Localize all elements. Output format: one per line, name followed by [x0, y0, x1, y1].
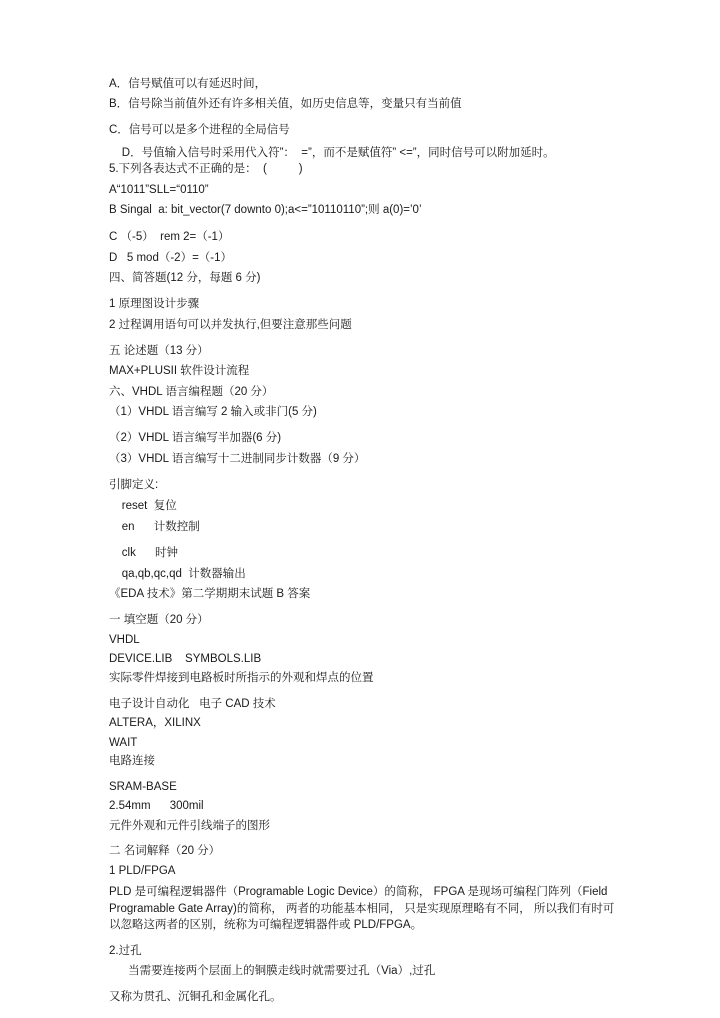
option-d: D．号值输入信号时采用代入符”： =”，而不是赋值符” <=”，同时信号可以附加延时。: [109, 147, 555, 159]
via-aliases: 又称为贯孔、沉铜孔和金属化孔。: [109, 991, 282, 1003]
term-via: 2.过孔: [109, 945, 142, 957]
program-task-3: （3）VHDL 语言编写十二进制同步计数器（9 分）: [109, 453, 366, 465]
section-6-heading: 六、VHDL 语言编程题（20 分）: [109, 386, 274, 398]
answer-line: DEVICE.LIB SYMBOLS.LIB: [109, 653, 262, 665]
answer-line: 电路连接: [109, 755, 155, 767]
pin-reset: reset 复位: [109, 500, 177, 512]
essay-topic: MAX+PLUSII 软件设计流程: [109, 365, 250, 377]
q5-option-c: C （-5） rem 2=（-1）: [109, 231, 230, 243]
pin-clk: clk 时钟: [109, 547, 179, 559]
program-task-1: （1）VHDL 语言编写 2 输入或非门(5 分): [109, 406, 317, 418]
pin-outputs: qa,qb,qc,qd 计数器输出: [109, 568, 246, 580]
q5-option-d: D 5 mod（-2）=（-1）: [109, 252, 233, 264]
answer-line: VHDL: [109, 634, 140, 646]
question-5: 5.下列各表达式不正确的是： ( ): [109, 163, 303, 175]
pld-fpga-definition: PLD 是可编程逻辑器件（Programable Logic Device）的简称， FPGA 是现场可编程门阵列（Field Programable Gate Array)的简称， 两者的功能基本相同， 只是实现原理略有不同， 所以我们有时可以忽略这两者的区别，统称为可编程逻辑器件或 PLD/FPGA。: [109, 886, 615, 932]
q5-option-b: B Singal a: bit_vector(7 downto 0);a<=”10110110”;则 a(0)=’0’: [109, 204, 422, 216]
term-pld-fpga: 1 PLD/FPGA: [109, 865, 176, 877]
section-4-heading: 四、简答题(12 分，每题 6 分): [109, 272, 261, 284]
q5-option-a: A“1011”SLL=“0110”: [109, 184, 209, 196]
answer-section-2: 二 名词解释（20 分）: [109, 845, 221, 857]
answer-line: 元件外观和元件引线端子的图形: [109, 820, 270, 832]
answer-line: WAIT: [109, 737, 138, 749]
program-task-2: （2）VHDL 语言编写半加器(6 分): [109, 432, 282, 444]
answer-line: 实际零件焊接到电路板时所指示的外观和焊点的位置: [109, 672, 374, 684]
answer-line: 2.54mm 300mil: [109, 800, 204, 812]
short-answer-2: 2 过程调用语句可以并发执行,但要注意那些问题: [109, 319, 352, 331]
section-5-heading: 五 论述题（13 分）: [109, 345, 209, 357]
answer-line: ALTERA，XILINX: [109, 717, 201, 729]
option-c: C．信号可以是多个进程的全局信号: [109, 124, 290, 136]
pin-en: en 计数控制: [109, 521, 200, 533]
short-answer-1: 1 原理图设计步骤: [109, 298, 200, 310]
answer-line: SRAM-BASE: [109, 781, 177, 793]
answer-section-1: 一 填空题（20 分）: [109, 614, 209, 626]
answer-line: 电子设计自动化 电子 CAD 技术: [109, 698, 276, 710]
option-a: A．信号赋值可以有延迟时间，: [109, 78, 267, 90]
pin-def-heading: 引脚定义:: [109, 479, 159, 491]
via-definition: 当需要连接两个层面上的铜膜走线时就需要过孔（Via）,过孔: [109, 965, 436, 977]
option-b: B．信号除当前值外还有许多相关值，如历史信息等，变量只有当前值: [109, 98, 462, 110]
answer-title: 《EDA 技术》第二学期期末试题 B 答案: [109, 588, 311, 600]
